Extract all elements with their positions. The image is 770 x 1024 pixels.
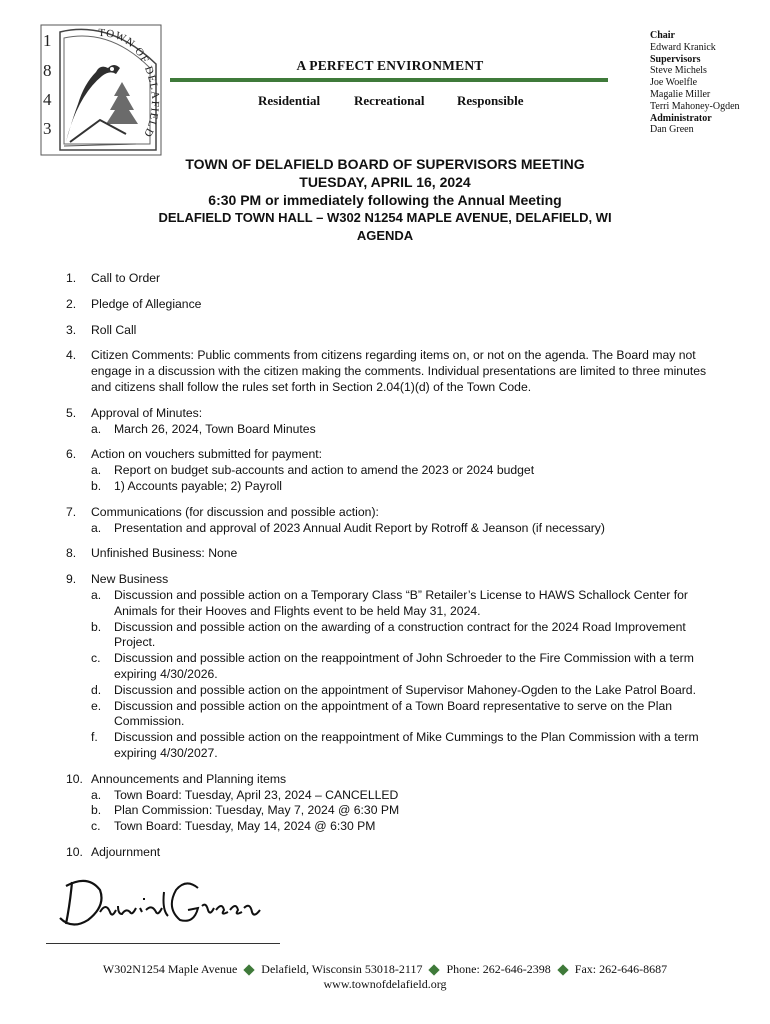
agenda-subitem [91, 803, 726, 819]
value-responsible: Responsible [457, 93, 524, 108]
agenda-item [66, 406, 726, 438]
agenda-subitem [91, 422, 726, 438]
meeting-title: TOWN OF DELAFIELD BOARD OF SUPERVISORS MEETING [185, 156, 585, 172]
agenda-item-number: 8. [66, 546, 77, 561]
footer-phone: Phone: 262-646-2398 [446, 962, 551, 976]
signature [48, 868, 268, 934]
agenda-subitem [91, 620, 726, 652]
agenda-item-text: New Business [91, 572, 169, 587]
agenda-item [66, 271, 726, 287]
agenda-subitem [91, 521, 726, 537]
agenda-subitem-letter: d. [91, 682, 102, 697]
administrator-role: Administrator [650, 112, 712, 124]
agenda-item-number: 1. [66, 271, 77, 285]
agenda-subitem-text: Discussion and possible action on the reappointment of John Schroeder to the Fire Commission with a term expiring 4/30/2026. [114, 651, 694, 681]
agenda-item-number: 7. [66, 504, 77, 519]
agenda-subitem-text: 1) Accounts payable; 2) Payroll [114, 478, 283, 493]
agenda-item-text: Roll Call [91, 322, 137, 337]
agenda-subitem-text: Town Board: Tuesday, April 23, 2024 – CANCELLED [114, 787, 399, 802]
agenda-item-text: Adjournment [91, 844, 161, 859]
agenda-subitem [91, 479, 726, 495]
footer-fax: Fax: 262-646-8687 [574, 962, 668, 976]
agenda-subitem-letter: f. [91, 730, 98, 745]
agenda-item [66, 845, 726, 861]
agenda-item-number: 4. [66, 348, 77, 363]
agenda-subitem-letter: a. [91, 787, 102, 802]
agenda-item-number: 3. [66, 322, 77, 337]
supervisor-name: Magalie Miller [650, 88, 711, 100]
agenda-subitem-text: Report on budget sub-accounts and action to amend the 2023 or 2024 budget [114, 463, 535, 478]
agenda-subitem-letter: c. [91, 651, 101, 666]
diamond-icon [244, 964, 255, 975]
footer-website[interactable]: www.townofdelafield.org [323, 977, 447, 991]
agenda-item-text: Pledge of Allegiance [91, 296, 202, 311]
supervisor-name: Terri Mahoney-Ogden [650, 100, 740, 112]
agenda-item-text: Unfinished Business: None [91, 546, 238, 561]
svg-text:4: 4 [43, 90, 52, 109]
agenda-subitem-letter: a. [91, 587, 102, 602]
supervisor-name: Steve Michels [650, 65, 707, 77]
agenda-item [66, 323, 726, 339]
agenda-subitem [91, 730, 726, 762]
agenda-subitem-text: Discussion and possible action on the awarding of a construction contract for the 2024 Road Improvement Project. [114, 619, 686, 650]
agenda-subitem-letter: b. [91, 619, 102, 634]
agenda-subitem [91, 463, 726, 479]
agenda-subitem [91, 683, 726, 699]
officials-list [650, 30, 740, 136]
supervisors-role: Supervisors [650, 53, 701, 65]
svg-text:TOWN OF DELAFIELD: TOWN OF DELAFIELD [97, 26, 162, 140]
town-seal-logo [40, 24, 162, 156]
agenda-subitem-letter: c. [91, 819, 101, 834]
agenda-item-number: 10. [66, 844, 83, 859]
meeting-time: 6:30 PM or immediately following the Annual Meeting [208, 192, 562, 208]
agenda-subitem-letter: a. [91, 520, 102, 535]
agenda-item-text: Announcements and Planning items [91, 771, 287, 786]
agenda-item-number: 5. [66, 405, 77, 420]
agenda-item-number: 10. [66, 771, 83, 786]
agenda-subitem-letter: a. [91, 421, 102, 436]
agenda-subitem [91, 699, 726, 731]
agenda-item [66, 297, 726, 313]
agenda-subitem-text: Discussion and possible action on the reappointment of Mike Cummings to the Plan Commission with a term expiring 4/30/2027. [114, 730, 699, 760]
agenda-item-number: 2. [66, 296, 77, 311]
administrator-name: Dan Green [650, 124, 694, 136]
agenda-item [66, 505, 726, 537]
agenda-list [66, 271, 726, 871]
agenda-item [66, 447, 726, 494]
chair-name: Edward Kranick [650, 41, 716, 53]
agenda-subitem-text: Town Board: Tuesday, May 14, 2024 @ 6:30 PM [114, 819, 376, 834]
meeting-location: DELAFIELD TOWN HALL – W302 N1254 MAPLE AVENUE, DELAFIELD, WI [158, 210, 612, 225]
agenda-item [66, 546, 726, 562]
svg-text:1: 1 [43, 31, 52, 50]
agenda-subitem-text: Presentation and approval of 2023 Annual Audit Report by Rotroff & Jeanson (if necessary) [114, 520, 605, 535]
agenda-item [66, 348, 726, 395]
agenda-subitem-letter: e. [91, 698, 102, 713]
agenda-subitem-text: March 26, 2024, Town Board Minutes [114, 421, 316, 436]
agenda-subitem-text: Plan Commission: Tuesday, May 7, 2024 @ 6:30 PM [114, 803, 400, 818]
agenda-heading: AGENDA [356, 228, 414, 243]
agenda-subitem-letter: b. [91, 478, 102, 493]
diamond-icon [429, 964, 440, 975]
agenda-item-number: 9. [66, 572, 77, 587]
svg-text:8: 8 [43, 61, 52, 80]
footer [0, 962, 770, 992]
agenda-item-text: Communications (for discussion and possible action): [91, 504, 379, 519]
agenda-item [66, 572, 726, 762]
diamond-icon [557, 964, 568, 975]
value-residential: Residential [258, 93, 321, 108]
agenda-subitem-letter: a. [91, 463, 102, 478]
agenda-subitem-text: Discussion and possible action on the appointment of a Town Board representative to serve on the Plan Commission. [114, 698, 673, 729]
meeting-date: TUESDAY, APRIL 16, 2024 [299, 174, 471, 190]
agenda-subitem-letter: b. [91, 803, 102, 818]
header-divider [170, 78, 608, 82]
agenda-item-text: Approval of Minutes: [91, 405, 203, 420]
supervisor-name: Joe Woelfle [650, 77, 698, 89]
agenda-subitem [91, 819, 726, 835]
motto: A PERFECT ENVIRONMENT [296, 58, 484, 73]
meeting-title-block [0, 155, 770, 245]
agenda-item-text: Citizen Comments: Public comments from citizens regarding items on, or not on the agenda. The Board may not engage in a discussion with the citizen making the comments. Individual presentations are limited to three minutes and citizens shall follow the rules set forth in Section 2.04(1)(d) of the Town Code. [91, 348, 707, 394]
agenda-item [66, 772, 726, 835]
footer-city: Delafield, Wisconsin 53018-2117 [261, 962, 423, 976]
footer-address: W302N1254 Maple Avenue [102, 962, 238, 976]
agenda-subitem-text: Discussion and possible action on the appointment of Supervisor Mahoney-Ogden to the Lake Patrol Board. [114, 682, 696, 697]
agenda-item-text: Action on vouchers submitted for payment: [91, 447, 323, 462]
agenda-subitem-text: Discussion and possible action on a Temporary Class “B” Retailer’s License to HAWS Schallock Center for Animals for their Hooves and Flights event to be held May 31, 2024. [114, 587, 688, 618]
agenda-subitem [91, 651, 726, 683]
chair-role: Chair [650, 30, 675, 41]
agenda-subitem [91, 788, 726, 804]
agenda-subitem [91, 588, 726, 620]
signature-line [46, 943, 280, 944]
svg-text:3: 3 [43, 119, 52, 138]
agenda-item-number: 6. [66, 447, 77, 462]
footer-contact-line [0, 962, 770, 977]
value-recreational: Recreational [354, 93, 425, 108]
agenda-item-text: Call to Order [91, 271, 161, 285]
